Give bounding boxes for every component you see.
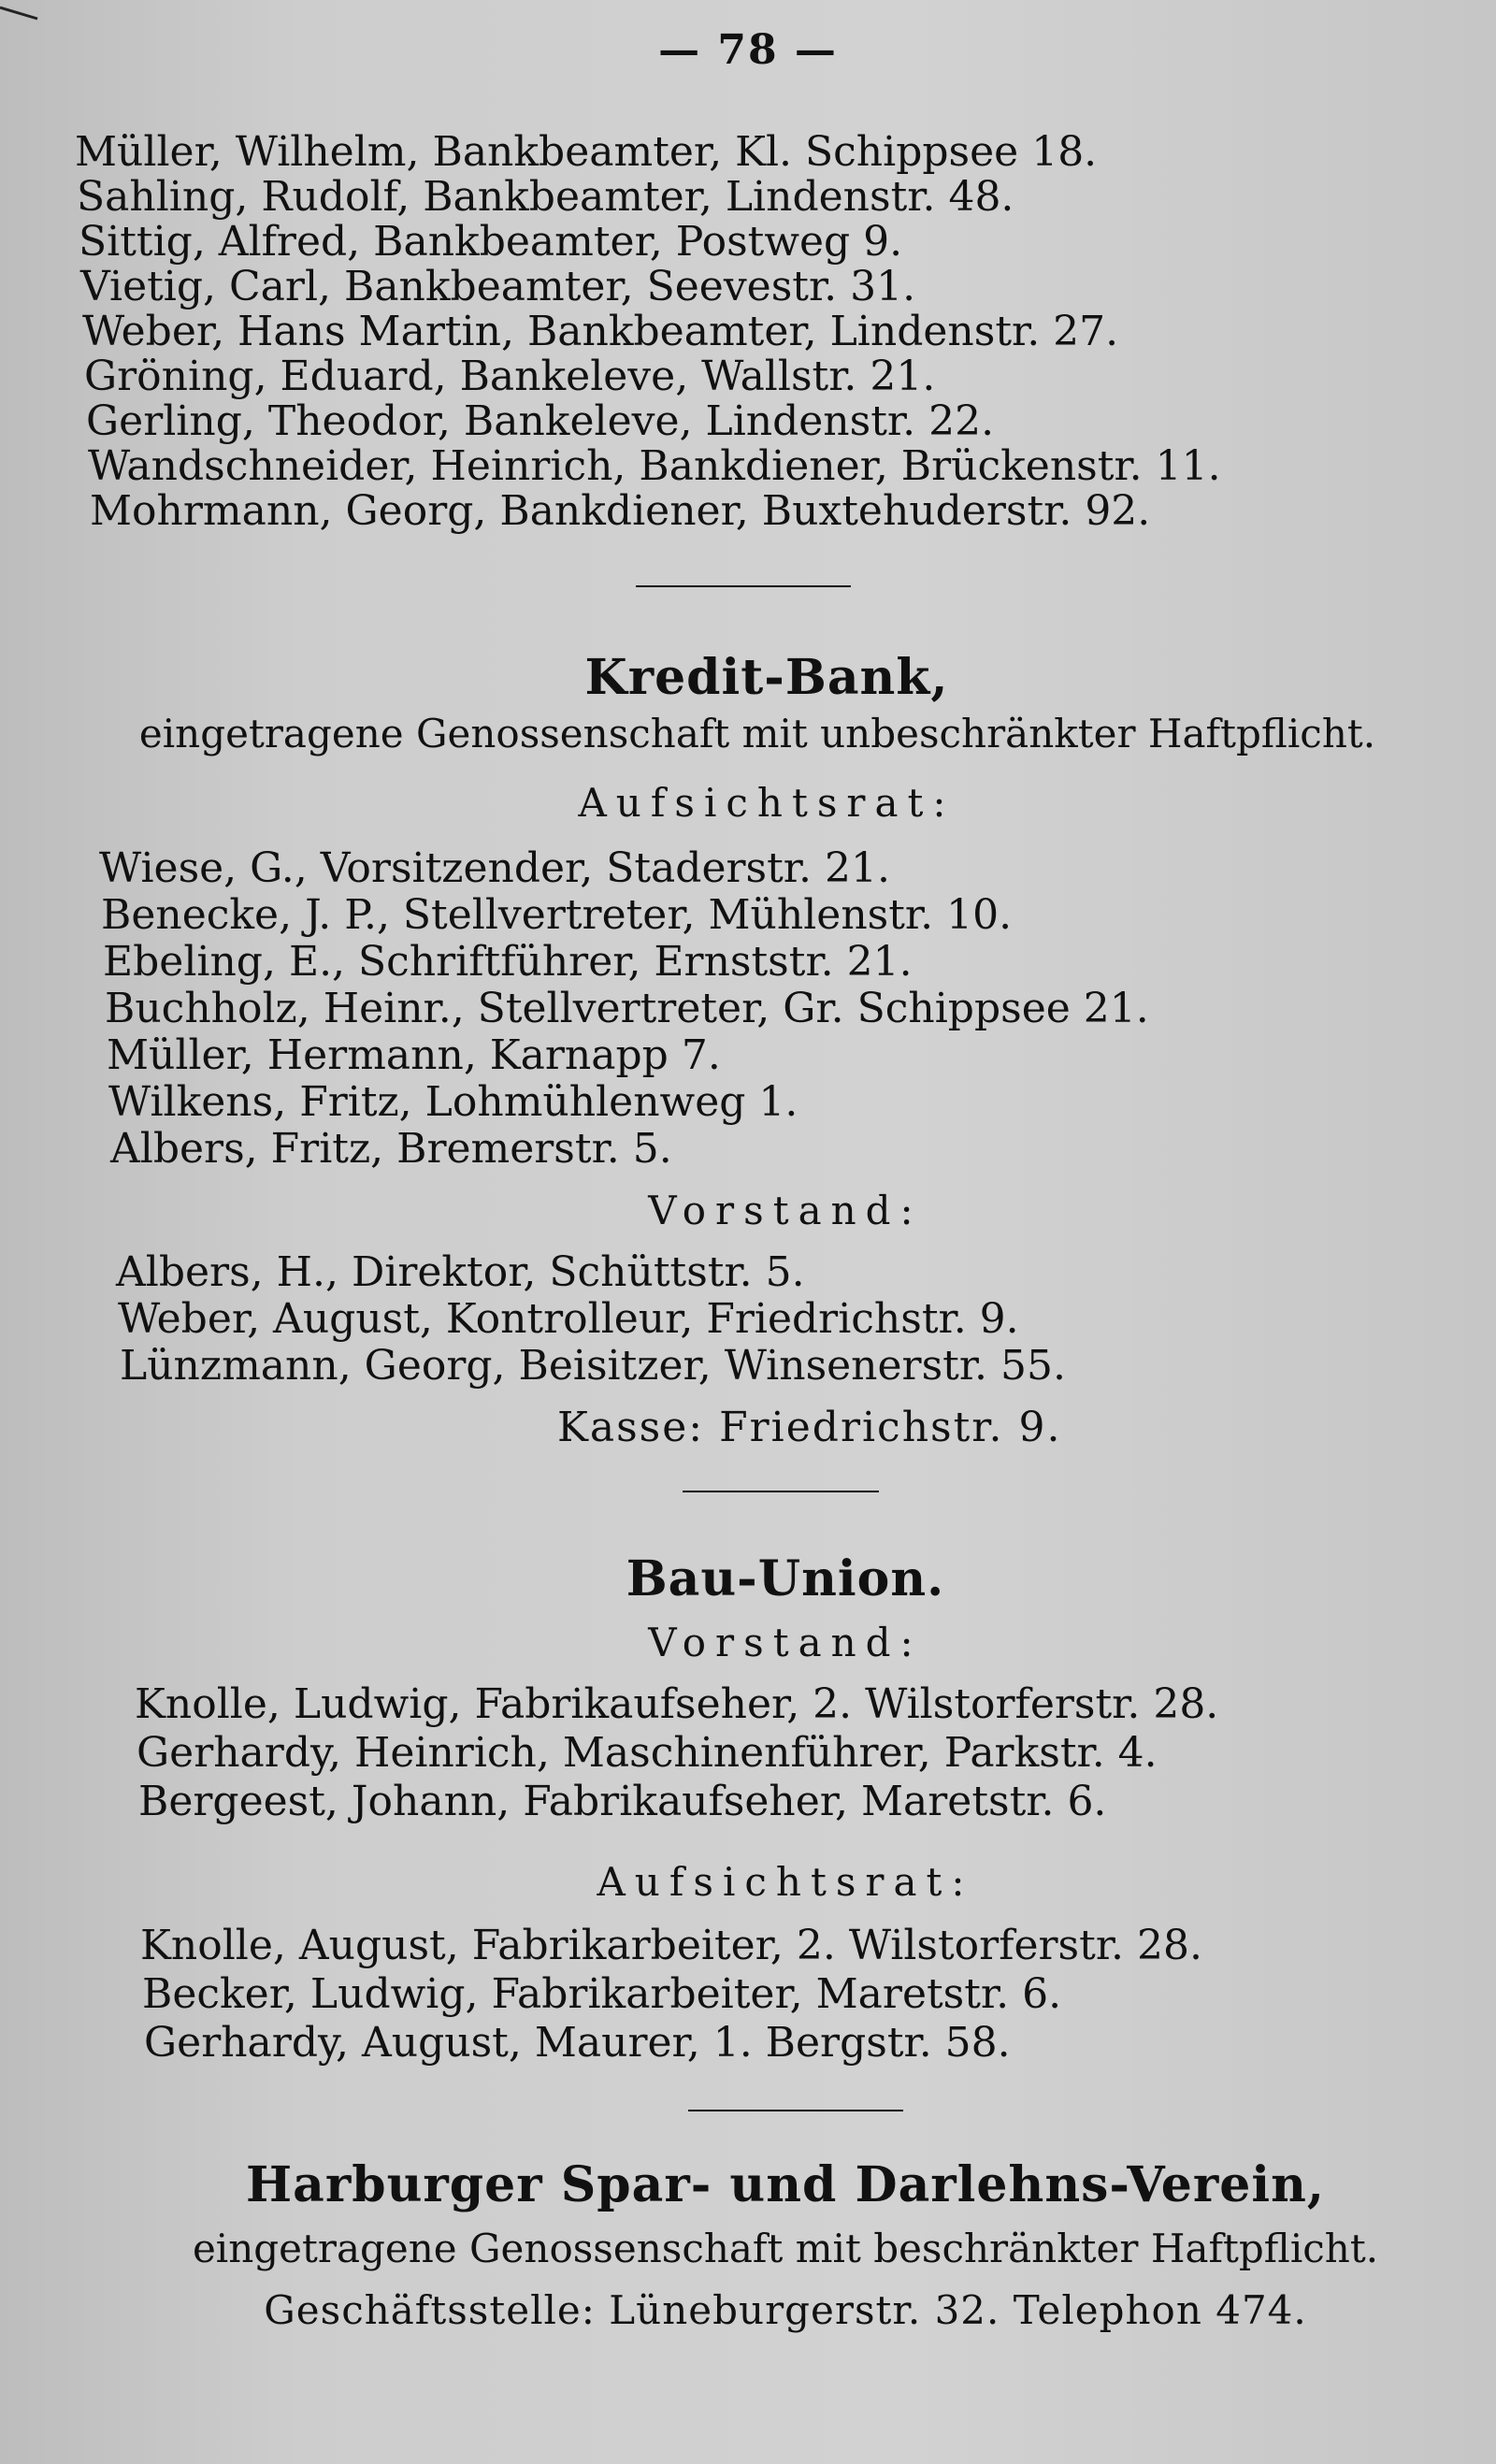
section-title-kredit-bank: Kredit-Bank, (584, 649, 949, 706)
list-item: Buchholz, Heinr., Stellvertreter, Gr. Schippsee 21. (105, 985, 1149, 1032)
list-item: Bergeest, Johann, Fabrikaufseher, Maretstr. 6. (138, 1778, 1107, 1825)
page-number: — 78 — (658, 26, 838, 74)
list-item: Wilkens, Fritz, Lohmühlenweg 1. (108, 1078, 798, 1126)
section-divider (688, 2110, 903, 2111)
list-item: Benecke, J. P., Stellvertreter, Mühlenstr. 10. (101, 891, 1013, 939)
aufsichtsrat-heading: Aufsichtsrat: (597, 1859, 974, 1905)
list-item: Sittig, Alfred, Bankbeamter, Postweg 9. (79, 218, 903, 266)
list-item: Gröning, Eduard, Bankeleve, Wallstr. 21. (84, 353, 936, 400)
list-item: Knolle, Ludwig, Fabrikaufseher, 2. Wilstorferstr. 28. (135, 1680, 1219, 1728)
section-title-spar-verein: Harburger Spar- und Darlehns-Verein, (246, 2156, 1325, 2213)
list-item: Wiese, G., Vorsitzender, Staderstr. 21. (99, 844, 890, 892)
list-item: Weber, Hans Martin, Bankbeamter, Lindenstr. 27. (82, 308, 1119, 355)
list-item: Wandschneider, Heinrich, Bankdiener, Brückenstr. 11. (88, 442, 1221, 490)
section-divider (683, 1491, 879, 1492)
section-subtitle-kredit-bank: eingetragene Genossenschaft mit unbeschränkter Haftpflicht. (138, 711, 1376, 756)
section-subtitle-spar-verein: eingetragene Genossenschaft mit beschränkter Haftpflicht. (192, 2226, 1379, 2271)
aufsichtsrat-heading: Aufsichtsrat: (578, 780, 956, 826)
list-item: Gerhardy, Heinrich, Maschinenführer, Parkstr. 4. (137, 1729, 1158, 1777)
list-item: Becker, Ludwig, Fabrikarbeiter, Maretstr. 6. (142, 1970, 1062, 2018)
list-item: Gerling, Theodor, Bankeleve, Lindenstr. 22. (86, 397, 995, 445)
list-item: Albers, Fritz, Bremerstr. 5. (110, 1125, 672, 1173)
list-item: Weber, August, Kontrolleur, Friedrichstr. 9. (118, 1295, 1019, 1343)
kasse-address: Kasse: Friedrichstr. 9. (557, 1404, 1062, 1451)
section-divider (636, 585, 851, 587)
list-item: Albers, H., Direktor, Schüttstr. 5. (116, 1248, 805, 1296)
list-item: Müller, Hermann, Karnapp 7. (107, 1031, 721, 1079)
list-item: Ebeling, E., Schriftführer, Ernststr. 21. (103, 938, 913, 986)
contact-info: Geschäftsstelle: Lüneburgerstr. 32. Telephon 474. (264, 2287, 1307, 2333)
list-item: Vietig, Carl, Bankbeamter, Seevestr. 31. (80, 263, 916, 310)
list-item: Lünzmann, Georg, Beisitzer, Winsenerstr. 55. (120, 1342, 1066, 1390)
list-item: Müller, Wilhelm, Bankbeamter, Kl. Schippsee 18. (75, 128, 1098, 176)
vorstand-heading: Vorstand: (648, 1188, 923, 1233)
list-item: Sahling, Rudolf, Bankbeamter, Lindenstr. 48. (77, 173, 1014, 221)
list-item: Knolle, August, Fabrikarbeiter, 2. Wilstorferstr. 28. (140, 1922, 1202, 1969)
section-title-bau-union: Bau-Union. (626, 1550, 945, 1607)
vorstand-heading: Vorstand: (648, 1620, 923, 1665)
list-item: Gerhardy, August, Maurer, 1. Bergstr. 58. (144, 2019, 1011, 2067)
list-item: Mohrmann, Georg, Bankdiener, Buxtehuderstr. 92. (90, 487, 1151, 535)
